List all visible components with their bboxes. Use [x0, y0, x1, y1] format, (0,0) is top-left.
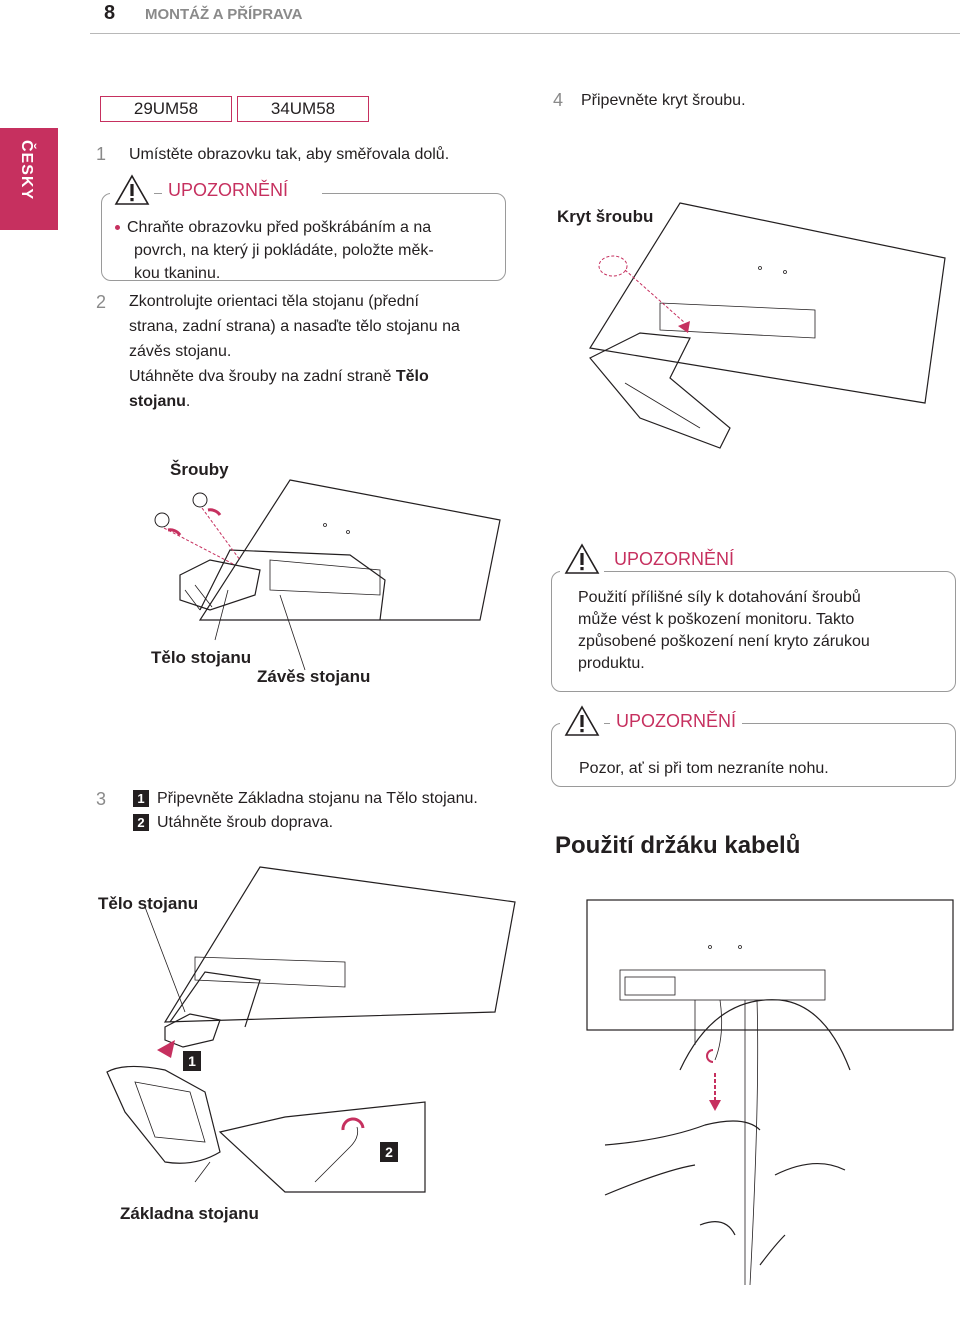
language-tab[interactable]: [0, 128, 58, 230]
caution-1-header: [110, 174, 154, 206]
model-34um58: 34UM58: [237, 96, 369, 122]
language-label: ČESKY: [18, 140, 35, 201]
fig-marker-2: 2: [380, 1142, 398, 1162]
caution-3-header: [560, 705, 604, 737]
caution-2-title: UPOZORNĚNÍ: [608, 549, 740, 570]
label-stand-hinge: Závěs stojanu: [257, 667, 371, 686]
caution-2-line4: produktu.: [578, 655, 645, 672]
caution-2-line3: způsobené poškození není kryto zárukou: [578, 633, 870, 650]
header-divider: [90, 33, 960, 34]
caution-1-title: UPOZORNĚNÍ: [162, 180, 294, 201]
step3-sub1: [133, 786, 478, 811]
step2-line1: Zkontrolujte orientaci těla stojanu (přední: [129, 293, 419, 310]
label-screws: Šrouby: [170, 460, 229, 479]
step3-number: 3: [96, 789, 107, 809]
step4-text: Připevněte kryt šroubu.: [581, 92, 746, 109]
bullet-icon: [115, 225, 120, 230]
label-stand-base: Základna stojanu: [120, 1204, 259, 1223]
page-number: 8: [104, 2, 116, 24]
caution-1-body: [115, 216, 434, 285]
step3-marker-2: 2: [133, 814, 149, 831]
step3-marker-1: 1: [133, 790, 149, 807]
cable-holder-title: Použití držáku kabelů: [555, 832, 801, 859]
step3-sub2: [133, 810, 333, 835]
step2-tighten-bold2: stojanu: [129, 393, 186, 410]
caution-2-header: [560, 543, 604, 575]
caution-2-line2: může vést k poškození monitoru. Takto: [578, 611, 855, 628]
step3-sub2-text: Utáhněte šroub doprava.: [157, 814, 334, 831]
label-screw-cover: Kryt šroubu: [557, 207, 654, 226]
step2-tighten-end: .: [185, 393, 191, 410]
section-title: MONTÁŽ A PŘÍPRAVA: [145, 6, 303, 23]
step1-text: Umístěte obrazovku tak, aby směřovala dolů.: [129, 146, 450, 163]
label-stand-body-3: Tělo stojanu: [98, 894, 199, 913]
screw-cover-illustration: [580, 198, 950, 458]
warning-icon: [564, 705, 600, 737]
cable-holder-illustration: [585, 895, 955, 1295]
model-29um58: 29UM58: [100, 96, 232, 122]
step1-number: 1: [96, 144, 107, 164]
step2-tighten-bold1: Tělo: [395, 368, 429, 385]
step3-sub1-text: Připevněte Základna stojanu na Tělo stojanu.: [157, 790, 478, 807]
step4-number: 4: [553, 90, 564, 110]
caution-1-line3: kou tkaninu.: [134, 265, 221, 282]
caution-2-line1: Použití přílišné síly k dotahování šroubů: [578, 589, 861, 606]
caution-1-line2: povrch, na který ji pokládáte, položte měk-: [134, 242, 434, 259]
step2-line2: strana, zadní strana) a nasaďte tělo stojanu na: [129, 318, 460, 335]
step2-line3: závěs stojanu.: [129, 343, 232, 360]
caution-3-text: Pozor, ať si při tom nezraníte nohu.: [579, 760, 829, 777]
caution-2-body: [578, 587, 870, 675]
step2-number: 2: [96, 292, 107, 312]
fig-marker-1: 1: [183, 1051, 201, 1071]
step2-text: [129, 289, 460, 414]
warning-icon: [114, 174, 150, 206]
caution-1-line1: Chraňte obrazovku před poškrábáním a na: [127, 219, 432, 236]
caution-3-title: UPOZORNĚNÍ: [610, 711, 742, 732]
label-stand-body: Tělo stojanu: [151, 648, 252, 667]
step2-tighten: Utáhněte dva šrouby na zadní straně: [129, 368, 396, 385]
warning-icon: [564, 543, 600, 575]
